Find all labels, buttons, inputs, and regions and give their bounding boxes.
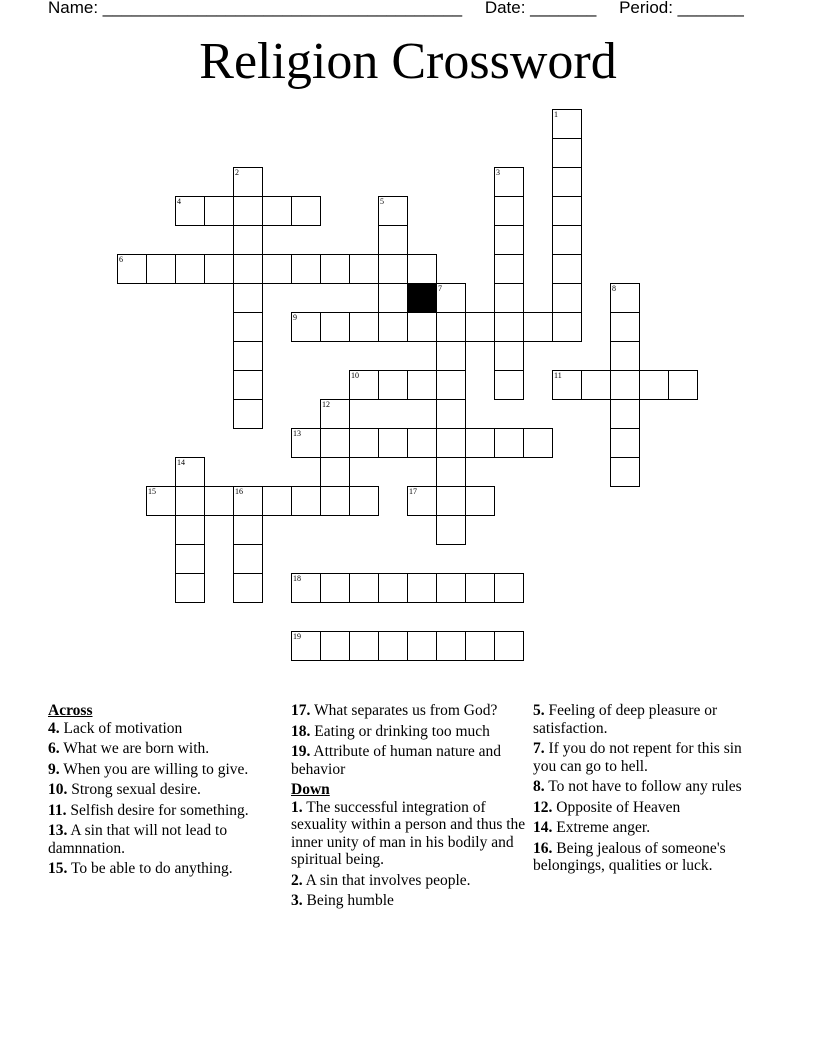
crossword-cell[interactable] [291,312,321,342]
crossword-cell[interactable] [436,283,466,313]
name-field[interactable]: Name: ______________________________________ [48,0,463,17]
crossword-cell[interactable] [436,515,466,545]
crossword-cell[interactable] [407,428,437,458]
clue-number: 11 [554,371,562,380]
crossword-cell[interactable] [436,341,466,371]
crossword-cell[interactable] [407,631,437,661]
crossword-cell[interactable] [552,196,582,226]
crossword-cell[interactable] [262,486,292,516]
clue-number-label: 13. [48,822,68,839]
crossword-cell[interactable] [436,370,466,400]
crossword-cell[interactable] [175,515,205,545]
crossword-cell[interactable] [610,312,640,342]
clue-text: When you are willing to give. [59,760,249,778]
crossword-cell[interactable] [436,631,466,661]
clue-text: Opposite of Heaven [552,798,681,816]
clue-number: 14 [177,458,185,467]
crossword-cell[interactable] [552,225,582,255]
crossword-cell[interactable] [262,196,292,226]
crossword-cell[interactable] [494,196,524,226]
clue-text: To be able to do anything. [67,860,233,877]
crossword-cell[interactable] [378,225,408,255]
crossword-cell[interactable] [610,399,640,429]
crossword-cell[interactable] [378,196,408,226]
clues-column-1 [48,702,278,881]
crossword-cell[interactable] [320,457,350,487]
crossword-cell[interactable] [146,486,176,516]
clue-number-label: 3. [291,892,303,909]
crossword-cell[interactable] [262,254,292,284]
clue-text: Selfish desire for something. [66,801,249,819]
crossword-cell[interactable] [552,370,582,400]
crossword-cell[interactable] [436,457,466,487]
crossword-cell[interactable] [117,254,147,284]
clue-item [533,702,768,737]
crossword-cell[interactable] [233,573,263,603]
crossword-cell[interactable] [465,486,495,516]
crossword-cell[interactable] [552,167,582,197]
crossword-cell[interactable] [233,254,263,284]
crossword-cell[interactable] [320,486,350,516]
clue-item [291,892,526,910]
crossword-cell[interactable] [146,254,176,284]
clue-number-label: 9. [48,760,60,778]
crossword-cell[interactable] [407,486,437,516]
crossword-cell[interactable] [320,631,350,661]
crossword-cell[interactable] [407,370,437,400]
clue-item [48,860,278,878]
crossword-cell[interactable] [494,341,524,371]
clue-text: To not have to follow any rules [544,778,742,795]
clue-number: 9 [293,313,297,322]
crossword-cell[interactable] [523,428,553,458]
page-title: Religion Crossword [199,33,617,90]
crossword-cell[interactable] [291,486,321,516]
clues-column-3 [533,702,768,878]
crossword-cell[interactable] [552,312,582,342]
clue-item [291,799,526,869]
crossword-cell[interactable] [175,486,205,516]
crossword-cell[interactable] [291,428,321,458]
black-cell [407,283,437,313]
crossword-cell[interactable] [204,486,234,516]
clue-item [48,761,278,779]
crossword-cell[interactable] [465,428,495,458]
date-field[interactable]: Date: _______ [484,0,597,17]
crossword-cell[interactable] [552,138,582,168]
clue-item [48,822,278,857]
clue-item [533,740,768,775]
period-field[interactable]: Period: _______ [619,0,744,17]
clue-item [48,781,278,799]
clue-text: Lack of motivation [59,719,183,737]
crossword-cell[interactable] [378,254,408,284]
clue-number-label: 5. [533,702,545,719]
crossword-cell[interactable] [320,428,350,458]
crossword-cell[interactable] [494,225,524,255]
clue-number-label: 17. [291,702,311,719]
crossword-cell[interactable] [233,399,263,429]
crossword-cell[interactable] [523,312,553,342]
crossword-cell[interactable] [668,370,698,400]
clue-number-label: 7. [533,740,545,757]
crossword-cell[interactable] [610,428,640,458]
clue-number-label: 16. [533,839,553,857]
crossword-cell[interactable] [291,631,321,661]
crossword-cell[interactable] [320,254,350,284]
crossword-cell[interactable] [233,196,263,226]
crossword-cell[interactable] [494,167,524,197]
clue-number: 15 [148,487,156,496]
crossword-cell[interactable] [378,312,408,342]
crossword-cell[interactable] [233,312,263,342]
clue-item [48,802,278,820]
crossword-cell[interactable] [610,283,640,313]
crossword-cell[interactable] [233,515,263,545]
crossword-cell[interactable] [494,631,524,661]
crossword-cell[interactable] [233,283,263,313]
crossword-cell[interactable] [320,399,350,429]
clues-column-2 [291,702,526,913]
clue-item [533,819,768,837]
crossword-cell[interactable] [552,283,582,313]
crossword-cell[interactable] [175,573,205,603]
crossword-cell[interactable] [436,486,466,516]
crossword-cell[interactable] [378,370,408,400]
crossword-cell[interactable] [233,225,263,255]
crossword-cell[interactable] [407,573,437,603]
crossword-cell[interactable] [349,254,379,284]
clue-text: Being jealous of someone's belongings, qualities or luck. [533,839,726,874]
clue-text: Eating or drinking too much [310,722,490,740]
crossword-cell[interactable] [494,312,524,342]
clue-number-label: 2. [291,871,303,889]
crossword-cell[interactable] [320,573,350,603]
crossword-cell[interactable] [233,486,263,516]
clue-item [291,872,526,890]
clue-number: 10 [351,371,359,380]
crossword-cell[interactable] [465,312,495,342]
clue-item [533,778,768,796]
crossword-cell[interactable] [349,573,379,603]
clue-number-label: 11. [48,801,67,819]
crossword-cell[interactable] [494,573,524,603]
crossword-cell[interactable] [204,196,234,226]
crossword-cell[interactable] [465,573,495,603]
crossword-cell[interactable] [581,370,611,400]
clue-text: Extreme anger. [552,819,651,836]
crossword-cell[interactable] [175,196,205,226]
crossword-cell[interactable] [349,486,379,516]
clue-item [291,723,526,741]
clue-number-label: 12. [533,798,553,816]
crossword-cell[interactable] [175,544,205,574]
crossword-cell[interactable] [233,370,263,400]
clue-number: 13 [293,429,301,438]
clue-item [48,740,278,758]
clue-number: 4 [177,197,181,206]
clue-number-label: 19. [291,743,311,760]
clue-number-label: 14. [533,819,553,836]
clue-number: 6 [119,255,123,264]
crossword-cell[interactable] [494,370,524,400]
crossword-cell[interactable] [378,428,408,458]
clue-text: The successful integration of sexuality within a person and thus the inner unity of man in his bodily and spiritual being. [291,798,526,868]
clue-number: 19 [293,632,301,641]
crossword-cell[interactable] [407,254,437,284]
crossword-cell[interactable] [291,196,321,226]
clue-number-label: 10. [48,781,68,798]
crossword-cell[interactable] [407,312,437,342]
crossword-cell[interactable] [349,428,379,458]
crossword-cell[interactable] [436,573,466,603]
clue-text: Strong sexual desire. [67,781,201,798]
clue-number: 17 [409,487,417,496]
crossword-cell[interactable] [233,341,263,371]
clue-number: 3 [496,168,500,177]
clue-number-label: 1. [291,798,303,816]
crossword-cell[interactable] [204,254,234,284]
clue-text: What we are born with. [59,740,210,757]
crossword-cell[interactable] [494,254,524,284]
clue-number: 1 [554,110,558,119]
clue-item [291,743,526,778]
clue-text: What separates us from God? [310,702,498,719]
crossword-cell[interactable] [291,254,321,284]
clue-number-label: 4. [48,719,60,737]
clue-number-label: 18. [291,722,311,740]
crossword-cell[interactable] [436,399,466,429]
clue-number-label: 8. [533,778,545,795]
clue-number: 5 [380,197,384,206]
crossword-cell[interactable] [610,341,640,371]
clue-text: A sin that will not lead to damnnation. [48,822,228,857]
crossword-cell[interactable] [378,283,408,313]
crossword-cell[interactable] [552,254,582,284]
crossword-cell[interactable] [233,544,263,574]
crossword-cell[interactable] [349,631,379,661]
clue-number-label: 6. [48,740,60,757]
crossword-cell[interactable] [610,370,640,400]
clue-text: A sin that involves people. [302,871,471,889]
crossword-cell[interactable] [349,370,379,400]
clue-text: Attribute of human nature and behavior [291,743,502,778]
crossword-cell[interactable] [378,573,408,603]
crossword-cell[interactable] [610,457,640,487]
clue-number: 7 [438,284,442,293]
clue-number: 16 [235,487,243,496]
crossword-cell[interactable] [320,312,350,342]
clue-item [533,799,768,817]
clue-text: Being humble [302,892,394,909]
crossword-cell[interactable] [436,312,466,342]
crossword-cell[interactable] [436,428,466,458]
crossword-cell[interactable] [349,312,379,342]
clue-number: 8 [612,284,616,293]
crossword-cell[interactable] [494,428,524,458]
crossword-cell[interactable] [175,457,205,487]
crossword-cell[interactable] [378,631,408,661]
clue-number: 2 [235,168,239,177]
clue-number-label: 15. [48,860,68,877]
crossword-cell[interactable] [465,631,495,661]
clue-number: 12 [322,400,330,409]
clue-item [48,720,278,738]
crossword-cell[interactable] [175,254,205,284]
crossword-cell[interactable] [494,283,524,313]
down-heading: Down [291,781,330,798]
across-heading: Across [48,702,93,719]
crossword-cell[interactable] [233,167,263,197]
clue-text: Feeling of deep pleasure or satisfaction. [533,702,718,737]
clue-number: 18 [293,574,301,583]
clue-item [291,702,526,720]
crossword-cell[interactable] [552,109,582,139]
clue-text: If you do not repent for this sin you can go to hell. [533,740,742,775]
clue-item [533,840,768,875]
crossword-cell[interactable] [639,370,669,400]
crossword-cell[interactable] [291,573,321,603]
